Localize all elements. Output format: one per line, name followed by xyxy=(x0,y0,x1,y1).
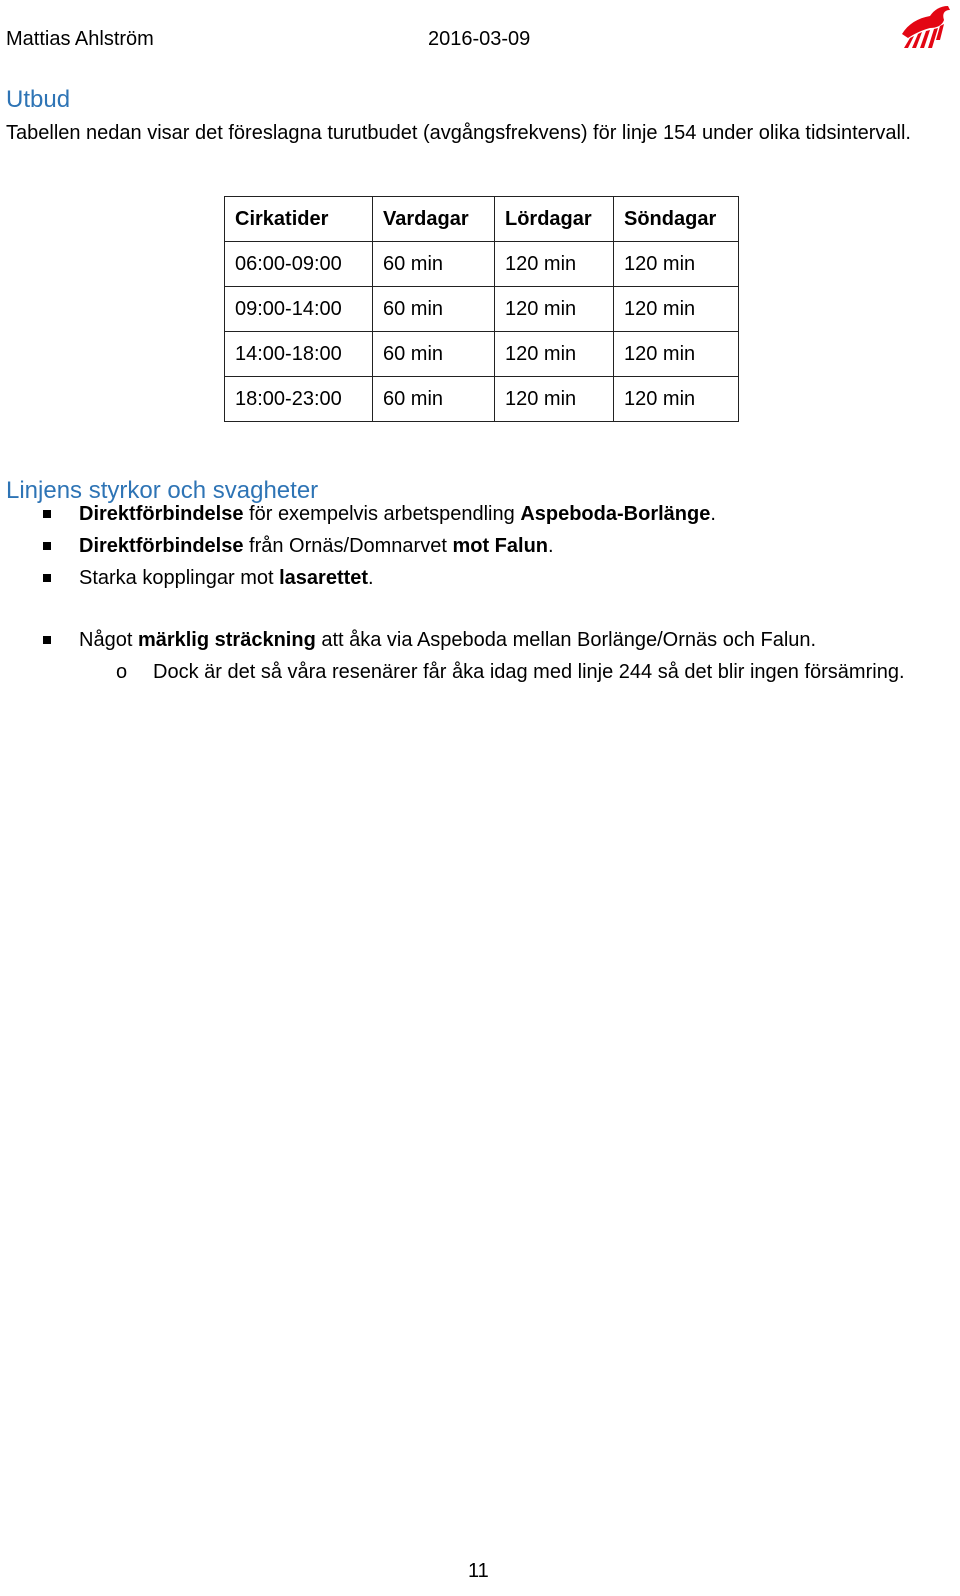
table-cell: 120 min xyxy=(614,332,739,377)
square-bullet-icon xyxy=(43,636,51,644)
column-header-vardagar: Vardagar xyxy=(373,197,495,242)
list-item-text: för exempelvis arbetspendling xyxy=(243,503,521,525)
square-bullet-icon xyxy=(43,542,51,550)
table-cell: 09:00-14:00 xyxy=(225,287,373,332)
list-item-text: Starka kopplingar mot xyxy=(79,567,280,589)
intro-paragraph: Tabellen nedan visar det föreslagna turutbudet (avgångsfrekvens) för linje 154 under olika tidsintervall. xyxy=(6,122,911,144)
table-cell: 120 min xyxy=(495,242,614,287)
square-bullet-icon xyxy=(43,574,51,582)
list-item-bold: Aspeboda-Borlänge xyxy=(520,503,711,525)
section-heading-utbud: Utbud xyxy=(6,86,71,113)
red-horse-logo-icon xyxy=(898,4,950,48)
frequency-table xyxy=(224,196,739,422)
table-cell: 60 min xyxy=(373,287,495,332)
table-row xyxy=(225,242,739,287)
column-header-sondagar: Söndagar xyxy=(614,197,739,242)
table-cell: 120 min xyxy=(614,242,739,287)
list-item-bold: mot Falun xyxy=(452,535,548,557)
table-row xyxy=(225,377,739,422)
list-item-text: . xyxy=(368,567,374,589)
table-cell: 120 min xyxy=(495,287,614,332)
page-number: 11 xyxy=(468,1560,489,1582)
table-cell: 60 min xyxy=(373,242,495,287)
table-cell: 60 min xyxy=(373,377,495,422)
list-item-text: från Ornäs/Domnarvet xyxy=(243,535,453,557)
list-item-bold: märklig sträckning xyxy=(137,629,316,651)
section-heading-linjens: Linjens styrkor och svagheter xyxy=(6,477,319,504)
table-cell: 120 min xyxy=(614,287,739,332)
table-row xyxy=(225,287,739,332)
column-header-lordagar: Lördagar xyxy=(495,197,614,242)
list-item-bold: Direktförbindelse xyxy=(79,503,244,525)
list-item-bold: Direktförbindelse xyxy=(79,535,244,557)
table-cell: 06:00-09:00 xyxy=(225,242,373,287)
table-cell: 14:00-18:00 xyxy=(225,332,373,377)
list-item xyxy=(79,567,374,590)
sub-bullet-marker: o xyxy=(116,661,128,683)
header-date: 2016-03-09 xyxy=(428,28,531,50)
sub-list-item: Dock är det så våra resenärer får åka idag med linje 244 så det blir ingen försämring. xyxy=(153,661,905,683)
table-row xyxy=(225,332,739,377)
list-item-text: att åka via Aspeboda mellan Borlänge/Ornäs och Falun. xyxy=(315,629,817,651)
list-item-text: Något xyxy=(79,629,138,651)
list-item xyxy=(79,629,816,652)
list-item-text: . xyxy=(548,535,554,557)
square-bullet-icon xyxy=(43,510,51,518)
table-cell: 18:00-23:00 xyxy=(225,377,373,422)
table-cell: 60 min xyxy=(373,332,495,377)
list-item-text: . xyxy=(710,503,716,525)
table-header-row xyxy=(225,197,739,242)
column-header-cirkatider: Cirkatider xyxy=(225,197,373,242)
table-cell: 120 min xyxy=(614,377,739,422)
header-author: Mattias Ahlström xyxy=(6,28,154,50)
table-cell: 120 min xyxy=(495,332,614,377)
list-item xyxy=(79,535,554,558)
table-cell: 120 min xyxy=(495,377,614,422)
list-item xyxy=(79,503,716,526)
list-item-bold: lasarettet xyxy=(279,567,369,589)
